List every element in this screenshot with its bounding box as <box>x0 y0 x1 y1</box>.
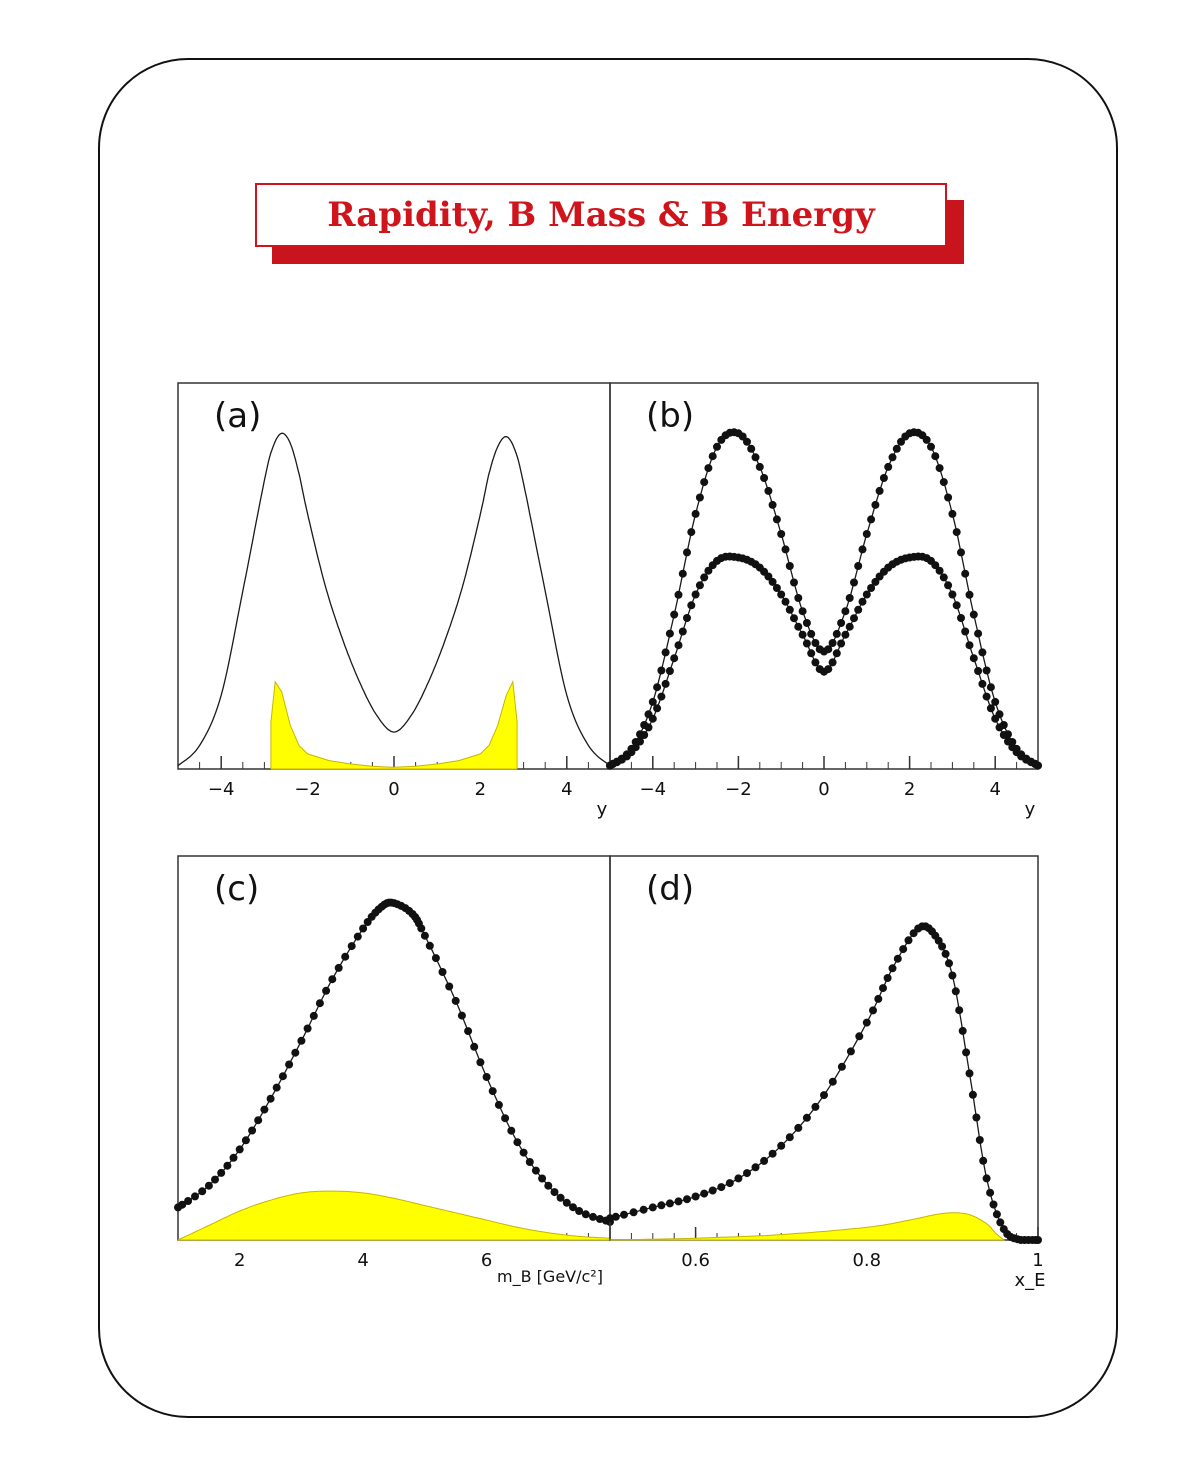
panel-a-tick-label: 4 <box>561 779 573 800</box>
panel-b-point <box>679 628 687 636</box>
panel-c-point <box>432 954 440 962</box>
panel-c-point <box>544 1182 552 1190</box>
panel-d-point <box>952 987 960 995</box>
panel-d-point <box>692 1193 700 1201</box>
panel-d-point <box>962 1048 970 1056</box>
panel-a-tick-label: −4 <box>207 779 235 800</box>
panel-d-point <box>899 945 907 953</box>
panel-d-point <box>855 1032 863 1040</box>
panel-b-point <box>683 614 691 622</box>
panel-b-point <box>687 528 695 536</box>
panel-b-frame <box>610 383 1038 769</box>
panel-d-point <box>726 1179 734 1187</box>
panel-c-label: (c) <box>214 869 260 909</box>
panel-d-point <box>838 1063 846 1071</box>
panel-b-point <box>666 630 674 638</box>
panel-c-point <box>328 975 336 983</box>
panel-b-point <box>777 530 785 538</box>
panel-c-point <box>205 1182 213 1190</box>
panel-d-point <box>700 1190 708 1198</box>
panel-b-point <box>743 438 751 446</box>
panel-b-point <box>662 680 670 688</box>
panel-b-point <box>777 591 785 599</box>
panel-b-point <box>953 528 961 536</box>
panel-c-point <box>348 942 356 950</box>
panel-b-point <box>970 654 978 662</box>
panel-c-point <box>551 1188 559 1196</box>
panel-c-point <box>217 1169 225 1177</box>
panel-b-point <box>850 614 858 622</box>
panel-b-point <box>653 683 661 691</box>
panel-b-tick-label: −2 <box>725 779 752 800</box>
panel-b-point <box>893 445 901 453</box>
panel-d-point <box>820 1091 828 1099</box>
panel-d-point <box>803 1114 811 1122</box>
panel-b-point <box>841 607 849 615</box>
panel-d-point <box>986 1189 994 1197</box>
panel-b-point <box>983 667 991 675</box>
panel-b-point <box>700 478 708 486</box>
panel-d-area <box>610 1213 1004 1240</box>
panel-d-point <box>894 955 902 963</box>
panel-c-point <box>254 1116 262 1124</box>
panel-c-curve-0 <box>178 903 610 1222</box>
panel-d-point <box>640 1206 648 1214</box>
panel-d-point <box>942 950 950 958</box>
panel-c-point <box>520 1149 528 1157</box>
panel-d-point <box>979 1157 987 1165</box>
panel-c-point <box>489 1087 497 1095</box>
panel-d-point <box>794 1124 802 1132</box>
panel-d-point <box>666 1199 674 1207</box>
panel-b-point <box>927 443 935 451</box>
panel-c-point <box>198 1187 206 1195</box>
panel-c-point <box>464 1027 472 1035</box>
panel-d-point <box>905 936 913 944</box>
panel-b-point <box>709 452 717 460</box>
panel-b-point <box>692 510 700 518</box>
panel-d-label: (d) <box>646 869 695 909</box>
panel-c-point <box>310 1012 318 1020</box>
panel-b-point <box>846 623 854 631</box>
panel-d-point <box>990 1201 998 1209</box>
panel-b-point <box>657 667 665 675</box>
panel-c-point <box>260 1106 268 1114</box>
panel-b-point <box>944 581 952 589</box>
panel-d-point <box>847 1047 855 1055</box>
panel-c-point <box>507 1127 515 1135</box>
panel-b-point <box>966 641 974 649</box>
panel-d-point <box>884 974 892 982</box>
panel-b-point <box>653 704 661 712</box>
panel-c-point <box>483 1073 491 1081</box>
panel-c-point <box>211 1176 219 1184</box>
panel-a-tick-label: 2 <box>474 779 487 800</box>
panel-b-point <box>807 649 815 657</box>
panel-b-point <box>657 693 665 701</box>
panel-b-label: (b) <box>646 396 695 436</box>
panel-a-tick-label: −2 <box>294 779 321 800</box>
panel-b-point <box>670 654 678 662</box>
panel-b-point <box>1034 762 1042 770</box>
panel-b-point <box>675 591 683 599</box>
panel-b-point <box>803 640 811 648</box>
panel-b-point <box>773 515 781 523</box>
panel-b-point <box>876 487 884 495</box>
panel-b-point <box>991 715 999 723</box>
panel-b-point <box>704 464 712 472</box>
panel-c-point <box>532 1167 540 1175</box>
panel-b-point <box>640 731 648 739</box>
panel-b-point <box>786 606 794 614</box>
panel-d-point <box>649 1203 657 1211</box>
panel-b-point <box>811 658 819 666</box>
panel-d-point <box>879 984 887 992</box>
panel-d-point <box>966 1069 974 1077</box>
panel-b-point <box>987 683 995 691</box>
panel-c-point <box>236 1145 244 1153</box>
panel-c-point <box>501 1114 509 1122</box>
panel-d-point <box>620 1211 628 1219</box>
panel-d-point <box>945 959 953 967</box>
panel-d-point <box>717 1183 725 1191</box>
panel-c-point <box>557 1194 565 1202</box>
panel-b-point <box>790 579 798 587</box>
panel-b-point <box>944 494 952 502</box>
panel-c-point <box>538 1175 546 1183</box>
panel-b-point <box>978 680 986 688</box>
panel-b-point <box>807 630 815 638</box>
panel-d-point <box>811 1103 819 1111</box>
panel-d-point <box>786 1133 794 1141</box>
panel-c-point <box>191 1192 199 1200</box>
panel-a-area <box>271 682 517 769</box>
panel-d-point <box>955 1006 963 1014</box>
panel-c-point <box>495 1101 503 1109</box>
panel-b-point <box>850 579 858 587</box>
panel-c-point <box>426 942 434 950</box>
panel-b-point <box>940 478 948 486</box>
panel-c-point <box>322 987 330 995</box>
panel-c-point <box>589 1213 597 1221</box>
panel-b-point <box>987 704 995 712</box>
panel-b-point <box>871 501 879 509</box>
panel-b-point <box>756 463 764 471</box>
panel-b-point <box>859 545 867 553</box>
panel-b-point <box>974 630 982 638</box>
panel-c-point <box>476 1058 484 1066</box>
panel-b-point <box>752 453 760 461</box>
panel-b-point <box>957 614 965 622</box>
panel-b-point <box>760 474 768 482</box>
panel-b-point <box>649 715 657 723</box>
panel-d-point <box>959 1027 967 1035</box>
panel-c-area <box>178 1191 610 1240</box>
panel-b-point <box>833 649 841 657</box>
panel-c-point <box>439 968 447 976</box>
panel-b-point <box>978 648 986 656</box>
panel-b-point <box>957 548 965 556</box>
panel-b-point <box>970 611 978 619</box>
panel-b-point <box>837 640 845 648</box>
panel-b-point <box>782 545 790 553</box>
panel-b-point <box>880 474 888 482</box>
panel-b-point <box>889 453 897 461</box>
panel-b-point <box>936 567 944 575</box>
panel-b-point <box>983 693 991 701</box>
panel-b-point <box>747 445 755 453</box>
panel-d-curve-0 <box>610 926 1038 1240</box>
panel-b-point <box>948 510 956 518</box>
panel-d-point <box>777 1142 785 1150</box>
panel-b-point <box>670 611 678 619</box>
panel-b-point <box>645 723 653 731</box>
panel-b-point <box>794 623 802 631</box>
panel-b-point <box>769 501 777 509</box>
panel-d-point <box>948 972 956 980</box>
panel-c-point <box>184 1197 192 1205</box>
panel-b-point <box>713 443 721 451</box>
panel-b-point <box>961 570 969 578</box>
panel-b-point <box>829 639 837 647</box>
panel-b-point <box>782 598 790 606</box>
panel-b-point <box>953 601 961 609</box>
panel-b-point <box>974 667 982 675</box>
panel-a-axis-label: y <box>596 799 608 820</box>
panel-d-point <box>752 1163 760 1171</box>
panel-d-point <box>1034 1236 1042 1244</box>
panel-b-point <box>799 631 807 639</box>
panel-c-point <box>230 1154 238 1162</box>
panel-b-point <box>786 562 794 570</box>
panel-b-point <box>884 463 892 471</box>
panel-c-point <box>458 1012 466 1020</box>
panel-c-point <box>316 999 324 1007</box>
panel-b-point <box>794 594 802 602</box>
panel-c-point <box>417 924 425 932</box>
panel-c-point <box>304 1025 312 1033</box>
panel-b-point <box>679 570 687 578</box>
panel-c-point <box>526 1158 534 1166</box>
panel-b-point <box>692 591 700 599</box>
panel-b-point <box>936 464 944 472</box>
panel-d-point <box>657 1201 665 1209</box>
panel-d-point <box>969 1091 977 1099</box>
panel-b-point <box>764 487 772 495</box>
panel-c-point <box>285 1061 293 1069</box>
panel-d-tick-label: 1 <box>1032 1250 1044 1271</box>
panel-d-point <box>769 1150 777 1158</box>
panel-c-point <box>248 1127 256 1135</box>
panel-b-tick-label: 4 <box>989 779 1001 800</box>
panel-b-curve-0 <box>610 432 1038 765</box>
panel-d-point <box>829 1078 837 1086</box>
panel-c-point <box>279 1072 287 1080</box>
panel-c-point <box>297 1037 305 1045</box>
slide-title: Rapidity, B Mass & B Energy <box>327 195 875 235</box>
panel-b-point <box>961 628 969 636</box>
panel-c-point <box>452 997 460 1005</box>
panel-c-point <box>341 953 349 961</box>
panel-c-tick-label: 6 <box>480 1250 493 1271</box>
panel-d-point <box>983 1174 991 1182</box>
panel-d-point <box>612 1213 620 1221</box>
panel-d-point <box>976 1136 984 1144</box>
panel-d-point <box>993 1210 1001 1218</box>
panel-c-axis-label: m_B [GeV/c²] <box>497 1267 603 1286</box>
panel-d-point <box>743 1169 751 1177</box>
panel-b-point <box>854 562 862 570</box>
panel-d-point <box>675 1197 683 1205</box>
panel-c-point <box>513 1138 521 1146</box>
panel-b-point <box>966 591 974 599</box>
panel-c-point <box>273 1084 281 1092</box>
panel-b-point <box>666 667 674 675</box>
panel-c-point <box>267 1095 275 1103</box>
panel-d-point <box>938 943 946 951</box>
panel-b-point <box>683 548 691 556</box>
panel-b-axis-label: y <box>1024 799 1036 820</box>
panel-c-point <box>470 1043 478 1051</box>
panel-b-point <box>696 581 704 589</box>
panel-b-tick-label: 0 <box>818 779 830 800</box>
panel-b-point <box>923 436 931 444</box>
panel-d-point <box>863 1019 871 1027</box>
panel-c-point <box>582 1210 590 1218</box>
panel-c-point <box>291 1049 299 1057</box>
panel-d-tick-label: 0.8 <box>852 1250 882 1271</box>
panel-b-point <box>790 614 798 622</box>
panel-d-axis-label: x_E <box>1014 1270 1046 1291</box>
panel-c-tick-label: 4 <box>357 1250 369 1271</box>
panel-a-frame <box>178 383 610 769</box>
panel-c-point <box>359 925 367 933</box>
panel-b-tick-label: −4 <box>639 779 667 800</box>
panel-c-tick-label: 2 <box>233 1250 246 1271</box>
panel-c-point <box>242 1136 250 1144</box>
panel-b-point <box>854 606 862 614</box>
panel-d-point <box>734 1174 742 1182</box>
panel-b-tick-label: 2 <box>903 779 916 800</box>
panel-b-point <box>867 515 875 523</box>
panel-d-point <box>972 1114 980 1122</box>
panel-c-point <box>223 1162 231 1170</box>
panel-b-point <box>675 641 683 649</box>
panel-d-point <box>869 1006 877 1014</box>
panel-b-point <box>803 619 811 627</box>
panel-a-tick-label: 0 <box>388 779 400 800</box>
panel-d-point <box>630 1208 638 1216</box>
panel-b-point <box>700 573 708 581</box>
panel-b-point <box>829 658 837 666</box>
panel-d-point <box>683 1195 691 1203</box>
panel-c-point <box>354 933 362 941</box>
panel-d-tick-label: 0.6 <box>681 1250 710 1271</box>
panel-c-point <box>445 983 453 991</box>
panel-b-point <box>863 530 871 538</box>
panel-b-point <box>837 619 845 627</box>
panel-b-point <box>940 573 948 581</box>
panel-c-point <box>335 964 343 972</box>
panel-d-point <box>760 1157 768 1165</box>
panel-d-frame <box>610 856 1038 1240</box>
panel-b-point <box>687 601 695 609</box>
panel-b-point <box>996 723 1004 731</box>
panel-b-point <box>824 665 832 673</box>
panel-b-point <box>846 594 854 602</box>
panel-b-point <box>833 630 841 638</box>
panel-b-point <box>948 591 956 599</box>
panel-d-point <box>874 995 882 1003</box>
panel-b-point <box>841 631 849 639</box>
panel-b-point <box>799 607 807 615</box>
panel-a-curve-0 <box>178 433 610 765</box>
panel-d-point <box>709 1187 717 1195</box>
panel-b-point <box>931 452 939 460</box>
panel-a-label: (a) <box>214 396 262 436</box>
panel-b-point <box>696 494 704 502</box>
panel-d-point <box>889 964 897 972</box>
panel-b-point <box>859 598 867 606</box>
panel-c-point <box>421 932 429 940</box>
panel-b-point <box>662 648 670 656</box>
